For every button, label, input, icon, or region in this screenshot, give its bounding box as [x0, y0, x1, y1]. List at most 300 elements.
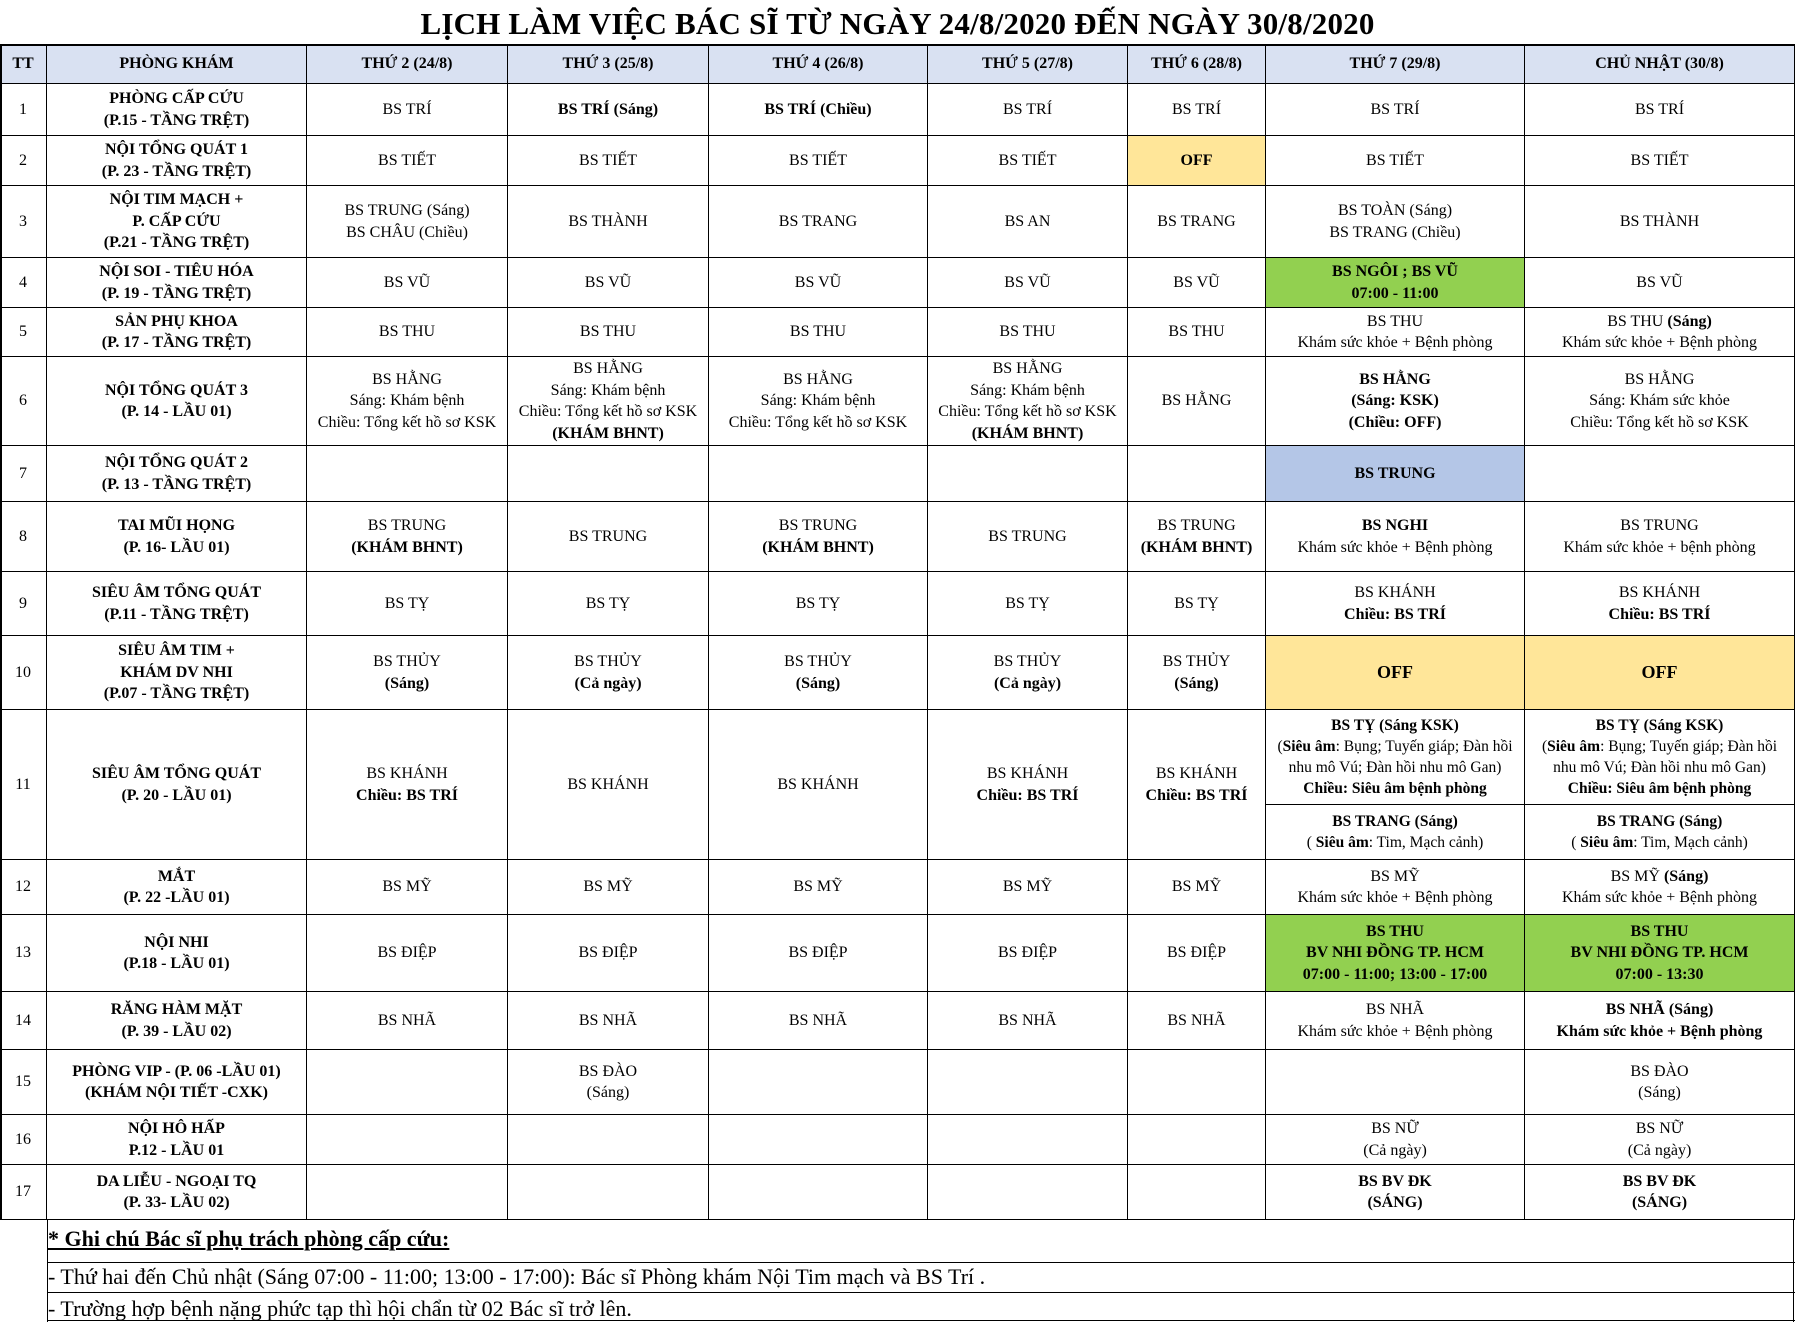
- cell-line: [793, 876, 842, 898]
- cell-line: [993, 358, 1063, 380]
- room-name-line: (P. 22 -LẦU 01): [123, 889, 230, 906]
- schedule-cell: [709, 446, 928, 502]
- cell-line: [1638, 1082, 1681, 1104]
- schedule-cell: [508, 572, 709, 636]
- room-name-cell: [47, 915, 307, 992]
- cell-line-part: (KHÁM BHNT): [552, 424, 664, 442]
- schedule-cell: [1266, 915, 1525, 992]
- cell-line: [1631, 921, 1689, 943]
- header-label: THỨ 2 (24/8): [361, 54, 453, 72]
- schedule-cell: [307, 357, 508, 446]
- schedule-cell: [928, 357, 1128, 446]
- schedule-cell: [1525, 572, 1795, 636]
- cell-line: [1607, 311, 1712, 333]
- cell-line-part: nhu mô Vú; Đàn hồi nhu mô Gan): [1288, 759, 1502, 776]
- cell-line: [1630, 1061, 1688, 1083]
- cell-line-part: BS THU: [579, 323, 637, 341]
- cell-line-part: BS THU: [1607, 312, 1668, 330]
- room-name-cell: [47, 1050, 307, 1115]
- room-name-line: (P. 16- LẦU 01): [123, 538, 230, 556]
- cell-line-part: BS TRANG (Chiều): [1329, 223, 1461, 241]
- cell-line-part: Chiều: Siêu âm bệnh phòng: [1567, 780, 1752, 797]
- cell-line: [382, 876, 431, 898]
- room-name-line: (P. 23 - TẦNG TRỆT): [101, 162, 252, 180]
- room-name-cell: [47, 136, 307, 186]
- room-name-line: SẢN PHỤ KHOA: [115, 312, 238, 330]
- cell-line: [586, 593, 631, 615]
- cell-line: [1298, 887, 1493, 909]
- room-name-line: NỘI TỔNG QUÁT 1: [105, 141, 248, 158]
- cell-line-part: BS ĐIỆP: [578, 944, 638, 962]
- cell-line-part: BS TRÍ: [557, 100, 610, 118]
- cell-line: [344, 200, 469, 222]
- cell-line-part: BS ĐIỆP: [1166, 944, 1227, 962]
- room-name-line: P.12 - LẦU 01: [128, 1141, 225, 1159]
- cell-line: [1625, 369, 1695, 391]
- room-name-line: (P. 20 - LẦU 01): [121, 786, 232, 804]
- schedule-cell: [928, 572, 1128, 636]
- row-number: [0, 860, 47, 915]
- cell-line: [1354, 582, 1435, 604]
- cell-line: [385, 673, 429, 695]
- row-number: [0, 1050, 47, 1115]
- schedule-cell: [307, 710, 508, 860]
- cell-line-part: (Sáng): [1638, 1084, 1681, 1101]
- room-name-line: (P.07 - TẦNG TRỆT): [103, 685, 250, 703]
- cell-line-part: BS TRÍ: [1171, 100, 1222, 118]
- cell-line: [1303, 964, 1487, 986]
- schedule-cell: [928, 84, 1128, 136]
- row-number: [0, 1115, 47, 1165]
- cell-line: [579, 150, 637, 172]
- cell-line-part: BS TRUNG: [1354, 464, 1436, 482]
- room-name-line: RĂNG HÀM MẶT: [110, 1001, 243, 1018]
- cell-line-part: (Cả ngày): [1627, 1141, 1692, 1159]
- room-name-line: DA LIỄU - NGOẠI TQ: [96, 1172, 257, 1190]
- cell-line: [987, 763, 1068, 785]
- cell-line-part: BS TIẾT: [789, 151, 847, 169]
- header-cell: [0, 44, 47, 84]
- cell-line: [988, 526, 1066, 548]
- cell-line-part: BS TIẾT: [998, 151, 1057, 169]
- room-name-line: (KHÁM NỘI TIẾT -CXK): [85, 1084, 268, 1101]
- cell-line-part: BS TOÀN (Sáng): [1337, 202, 1453, 219]
- cell-line-part: (KHÁM BHNT): [1140, 538, 1253, 556]
- cell-line: [1167, 1010, 1225, 1032]
- schedule-cell: [928, 992, 1128, 1050]
- schedule-cell: [307, 1115, 508, 1165]
- cell-line: [1563, 537, 1755, 559]
- row-number-text: 13: [15, 944, 31, 962]
- cell-line: [999, 321, 1055, 343]
- cell-line: [1635, 99, 1684, 121]
- schedule-cell: [1128, 572, 1266, 636]
- cell-line-part: Khám sức khỏe + Bệnh phòng: [1297, 334, 1493, 351]
- cell-line-part: BS KHÁNH: [1354, 584, 1436, 601]
- cell-line-part: 07:00 - 11:00; 13:00 - 17:00: [1302, 965, 1488, 983]
- schedule-cell: [508, 84, 709, 136]
- cell-line: [1367, 311, 1423, 333]
- cell-line: [1173, 272, 1219, 294]
- cell-line-part: Chiều: BS TRÍ: [976, 786, 1079, 804]
- cell-line: [568, 211, 647, 233]
- schedule-cell: [508, 136, 709, 186]
- row-number: [0, 357, 47, 446]
- cell-line: [587, 1082, 630, 1104]
- cell-line-part: BS TRUNG: [568, 527, 648, 545]
- cell-line-part: BS THỦY: [784, 653, 852, 670]
- cell-line: [1363, 1140, 1427, 1162]
- cell-line: [1370, 866, 1419, 888]
- cell-line: [350, 390, 465, 412]
- cell-line-part: BS TIẾT: [378, 151, 436, 169]
- cell-line: [1344, 604, 1446, 626]
- schedule-cell: [508, 446, 709, 502]
- header-label: PHÒNG KHÁM: [119, 54, 234, 72]
- cell-line: [1589, 390, 1730, 412]
- schedule-cell: [709, 502, 928, 572]
- cell-line: [789, 150, 847, 172]
- cell-line-part: (Cả ngày): [574, 674, 642, 692]
- schedule-cell: [709, 186, 928, 258]
- cell-line-part: Chiều: Tổng kết hồ sơ KSK: [317, 413, 497, 431]
- schedule-cell: [508, 860, 709, 915]
- schedule-cell: [1128, 710, 1266, 860]
- cell-line: [1003, 99, 1052, 121]
- schedule-cell: [1128, 136, 1266, 186]
- cell-line-part: BS THU: [378, 323, 436, 341]
- schedule-cell: [1525, 186, 1795, 258]
- cell-line: [790, 321, 846, 343]
- row-number: [0, 1165, 47, 1220]
- table-frame-left: [0, 44, 2, 1220]
- room-name-cell: [47, 710, 307, 860]
- cell-line: [998, 942, 1057, 964]
- schedule-cell: [1525, 136, 1795, 186]
- cell-line-part: BS NHÃ: [1365, 1001, 1425, 1018]
- room-name-line: (P.15 - TẦNG TRỆT): [103, 111, 250, 129]
- cell-line: [1004, 272, 1050, 294]
- schedule-cell: [307, 860, 508, 915]
- room-name-line: (P.11 - TẦNG TRỆT): [104, 605, 249, 623]
- header-cell: [709, 44, 928, 84]
- schedule-cell: [508, 992, 709, 1050]
- schedule-cell: [508, 308, 709, 357]
- cell-line: [567, 774, 648, 796]
- room-name-line: SIÊU ÂM TỔNG QUÁT: [91, 765, 262, 782]
- cell-line-part: BS TỴ (Sáng KSK): [1595, 717, 1724, 734]
- schedule-cell: [709, 1050, 928, 1115]
- cell-line-part: BS VŨ: [794, 273, 842, 291]
- cell-line-part: BS THU: [1366, 312, 1424, 330]
- cell-line: [1616, 964, 1704, 986]
- room-name-line: PHÒNG CẤP CỨU: [109, 90, 244, 107]
- cell-line-part: Khám sức khỏe + Bệnh phòng: [1297, 538, 1493, 556]
- cell-line-part: BS HẰNG: [1359, 370, 1431, 388]
- schedule-cell: [1525, 446, 1795, 502]
- cell-line: [579, 1010, 637, 1032]
- cell-line-part: (Sáng): [1174, 674, 1219, 692]
- cell-line: [999, 150, 1057, 172]
- schedule-cell: [307, 915, 508, 992]
- row-number-text: 4: [19, 273, 27, 291]
- cell-line: [346, 222, 468, 244]
- cell-line-part: Khám sức khỏe + Bệnh phòng: [1562, 334, 1757, 351]
- schedule-cell: [307, 258, 508, 308]
- schedule-cell: [307, 1050, 508, 1115]
- note-line-2: - Trường hợp bệnh nặng phức tạp thì hội chẩn từ 02 Bác sĩ trở lên.: [48, 1296, 632, 1321]
- cell-line: [1289, 757, 1502, 778]
- cell-line: [1172, 876, 1221, 898]
- room-name-line: (P. 14 - LẦU 01): [121, 403, 232, 420]
- schedule-cell: [709, 84, 928, 136]
- row-number-text: 7: [19, 464, 27, 482]
- cell-line: [1377, 662, 1413, 684]
- header-cell: [47, 44, 307, 84]
- cell-line-part: BS TIẾT: [1366, 151, 1424, 169]
- schedule-cell: [928, 1050, 1128, 1115]
- schedule-cell: [508, 1115, 709, 1165]
- cell-line: [1597, 811, 1722, 832]
- cell-line-part: (Chiều): [816, 100, 872, 118]
- page-title: LỊCH LÀM VIỆC BÁC SĨ TỪ NGÀY 24/8/2020 ĐẾN NGÀY 30/8/2020: [420, 6, 1375, 41]
- cell-line: [783, 369, 853, 391]
- header-label: THỨ 3 (25/8): [562, 54, 654, 72]
- schedule-cell: [1266, 84, 1525, 136]
- schedule-cell: [1128, 84, 1266, 136]
- cell-line-part: Chiều: Siêu âm bệnh phòng: [1303, 780, 1487, 797]
- cell-line-part: (Sáng): [795, 674, 841, 692]
- room-name-line: SIÊU ÂM TIM +: [118, 642, 235, 660]
- cell-line: [1306, 942, 1484, 964]
- room-name-cell: [47, 308, 307, 357]
- cell-line: [1354, 463, 1435, 485]
- schedule-cell: [1525, 258, 1795, 308]
- schedule-cell: [709, 357, 928, 446]
- cell-line: [796, 593, 841, 615]
- schedule-cell: [508, 258, 709, 308]
- schedule-cell: [709, 1165, 928, 1220]
- cell-line-part: Khám sức khỏe + Bệnh phòng: [1297, 1022, 1493, 1040]
- cell-line-part: BS NHÃ: [788, 1011, 848, 1029]
- cell-line-part: BS TRANG (Sáng): [1332, 813, 1458, 830]
- row-number: [0, 636, 47, 710]
- cell-line-part: Chiều: BS TRÍ: [356, 786, 458, 804]
- schedule-cell: [928, 308, 1128, 357]
- cell-line-part: BS KHÁNH: [1155, 765, 1238, 782]
- table-frame-top: [0, 44, 1795, 46]
- cell-line: [378, 150, 436, 172]
- schedule-cell: [1128, 186, 1266, 258]
- schedule-cell: [1128, 357, 1266, 446]
- row-number: [0, 710, 47, 860]
- cell-line: [351, 537, 463, 559]
- cell-line-part: nhu mô Vú; Đàn hồi nhu mô Gan): [1553, 759, 1766, 776]
- row-number-text: 15: [15, 1073, 31, 1091]
- cell-line-part: BS THỦY: [373, 653, 441, 670]
- room-name-cell: [47, 1165, 307, 1220]
- cell-line: [998, 1010, 1056, 1032]
- cell-line: [1174, 673, 1218, 695]
- cell-line: [366, 763, 447, 785]
- cell-line-part: BS HẰNG: [1624, 370, 1695, 388]
- row-number: [0, 572, 47, 636]
- cell-line: [1157, 211, 1235, 233]
- cell-line: [1571, 942, 1749, 964]
- cell-line-part: BS TỴ: [795, 594, 841, 612]
- row-number-text: 1: [19, 100, 27, 118]
- schedule-cell: [1525, 1115, 1795, 1165]
- schedule-cell: [1266, 308, 1525, 357]
- cell-line: [368, 515, 446, 537]
- cell-line: [762, 537, 874, 559]
- cell-line: [1331, 715, 1459, 736]
- row-number: [0, 502, 47, 572]
- cell-line: [580, 321, 636, 343]
- schedule-cell: [1128, 502, 1266, 572]
- schedule-cell: [1266, 572, 1525, 636]
- cell-line: [1162, 390, 1232, 412]
- cell-line: [994, 673, 1061, 695]
- cell-line: [1163, 651, 1231, 673]
- cell-line: [1174, 593, 1219, 615]
- row-number: [0, 258, 47, 308]
- cell-line-part: BS TIẾT: [579, 151, 637, 169]
- schedule-cell: [1525, 915, 1795, 992]
- schedule-cell: [1128, 446, 1266, 502]
- cell-line-part: Chiều: Tổng kết hồ sơ KSK: [728, 413, 908, 431]
- cell-line-part: BS KHÁNH: [986, 765, 1069, 782]
- room-name-line: KHÁM DV NHI: [120, 663, 233, 681]
- cell-line: [795, 272, 841, 294]
- cell-line-part: BS TRÍ: [764, 100, 817, 118]
- cell-line: [356, 785, 458, 807]
- cell-line: [583, 876, 632, 898]
- schedule-cell: [1266, 636, 1525, 710]
- cell-line-part: (Sáng): [609, 100, 659, 118]
- cell-line-part: BS MỸ: [793, 878, 843, 896]
- schedule-cell: [307, 572, 508, 636]
- cell-line-part: Siêu âm: [1547, 738, 1601, 755]
- cell-line-part: : Tim, Mạch cảnh): [1368, 834, 1484, 851]
- room-name-line: (P.18 - LẦU 01): [123, 955, 230, 972]
- cell-line-part: BS ĐÀO: [1630, 1062, 1689, 1080]
- schedule-cell: [1525, 1050, 1795, 1115]
- cell-line-part: BS VŨ: [1173, 273, 1220, 291]
- cell-line: [761, 390, 876, 412]
- schedule-cell: [709, 710, 928, 860]
- cell-line-part: BS THỦY: [1162, 653, 1231, 670]
- cell-line: [1623, 1171, 1697, 1193]
- row-number-text: 12: [15, 878, 31, 896]
- schedule-cell: [1525, 308, 1795, 357]
- row-number-text: 2: [19, 151, 27, 169]
- room-name-line: TAI MŨI HỌNG: [117, 517, 236, 534]
- cell-line-part: Sáng: Khám bệnh: [550, 381, 666, 399]
- schedule-cell: [709, 1115, 928, 1165]
- cell-line-part: (Sáng: KSK): [1351, 392, 1439, 410]
- cell-line-part: BS NHÃ: [578, 1011, 638, 1029]
- cell-line: [1570, 412, 1748, 434]
- schedule-cell: [928, 860, 1128, 915]
- notes-title: * Ghi chú Bác sĩ phụ trách phòng cấp cứu:: [48, 1226, 450, 1251]
- cell-line-part: (KHÁM BHNT): [971, 424, 1084, 442]
- schedule-cell: [928, 186, 1128, 258]
- schedule-cell: [508, 357, 709, 446]
- cell-line-part: (Sáng): [1663, 867, 1709, 885]
- cell-line-part: : Bụng; Tuyến giáp; Đàn hồi: [1600, 738, 1778, 755]
- cell-line-part: Chiều: BS TRÍ: [1344, 605, 1446, 623]
- schedule-cell: [1266, 446, 1525, 502]
- room-name-cell: [47, 258, 307, 308]
- schedule-cell: [1266, 258, 1525, 308]
- cell-line-part: BS VŨ: [1004, 273, 1051, 291]
- header-label: THỨ 5 (27/8): [982, 54, 1073, 72]
- cell-line-part: BS KHÁNH: [366, 765, 448, 782]
- cell-line-part: Chiều: Tổng kết hồ sơ KSK: [518, 403, 698, 420]
- cell-line: [1005, 593, 1050, 615]
- schedule-cell: [928, 915, 1128, 992]
- notes-divider-1: [47, 1262, 1795, 1263]
- cell-line-part: (: [1571, 834, 1581, 851]
- cell-line: [1642, 662, 1678, 684]
- schedule-cell: [1525, 860, 1795, 915]
- row-number-text: 6: [19, 392, 27, 410]
- cell-line-part: (SÁNG): [1631, 1194, 1688, 1211]
- cell-line: [1562, 332, 1757, 354]
- schedule-cell: [928, 1115, 1128, 1165]
- cell-line: [1307, 832, 1484, 853]
- header-label: THỨ 7 (29/8): [1349, 54, 1441, 72]
- cell-line-part: BS ĐIỆP: [377, 944, 437, 962]
- cell-line-part: BS THỦY: [993, 653, 1062, 670]
- cell-line-part: Siêu âm: [1580, 834, 1634, 851]
- schedule-cell: [1266, 860, 1525, 915]
- cell-line-part: Chiều: BS TRÍ: [1608, 605, 1711, 623]
- room-name-cell: [47, 992, 307, 1050]
- schedule-cell: [307, 502, 508, 572]
- cell-line-part: (Sáng): [586, 1084, 630, 1101]
- schedule-cell: [709, 572, 928, 636]
- room-name-cell: [47, 502, 307, 572]
- cell-line: [1596, 715, 1724, 736]
- schedule-cell: [1266, 357, 1525, 446]
- schedule-cell: [1525, 992, 1795, 1050]
- room-name-line: P. CẤP CỨU: [132, 212, 221, 230]
- schedule-cell: [1525, 84, 1795, 136]
- schedule-cell: [928, 502, 1128, 572]
- schedule-cell: [307, 1165, 508, 1220]
- cell-line-part: BS THÀNH: [568, 212, 648, 230]
- cell-line: [1366, 999, 1424, 1021]
- cell-line: [1620, 211, 1699, 233]
- cell-line-part: BS TIẾT: [1630, 151, 1689, 169]
- cell-line-part: BS NHÃ (Sáng): [1605, 1001, 1714, 1018]
- schedule-cell: [1128, 992, 1266, 1050]
- cell-line-part: BS TRANG: [778, 212, 858, 230]
- row-number-text: 16: [15, 1130, 31, 1148]
- row-number: [0, 136, 47, 186]
- schedule-cell: [1266, 186, 1525, 258]
- cell-line: [1298, 1021, 1493, 1043]
- cell-line: [1146, 785, 1248, 807]
- cell-line-part: BS TRÍ: [1634, 100, 1685, 118]
- header-cell: [508, 44, 709, 84]
- cell-line-part: BS TRANG (Sáng): [1596, 813, 1723, 830]
- cell-line-part: BS THU: [789, 323, 847, 341]
- cell-line-part: BS NGHI: [1361, 517, 1429, 534]
- cell-line: [994, 651, 1062, 673]
